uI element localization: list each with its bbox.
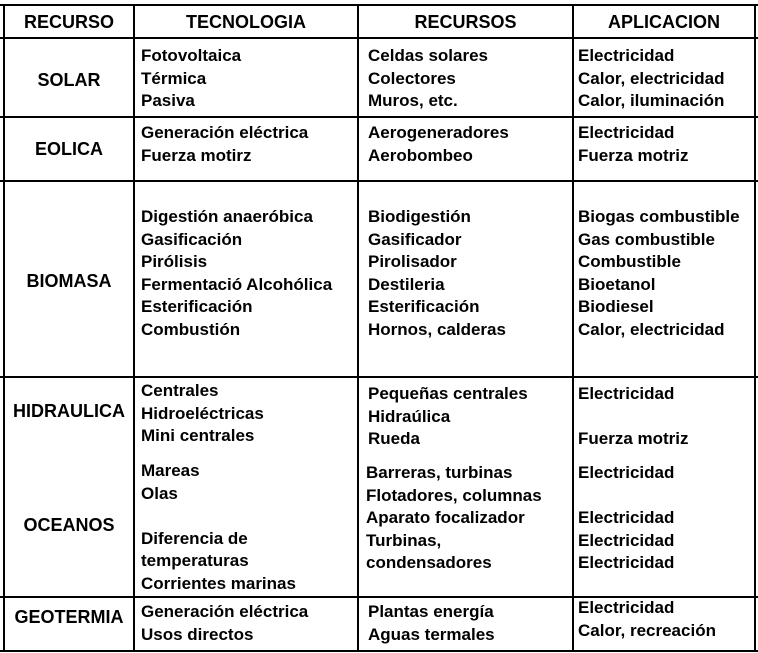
cell-line: Electricidad: [578, 530, 675, 550]
cell-line: [578, 485, 674, 508]
table-border-left: [3, 4, 5, 652]
geotermia-tecnologia-cell: [141, 601, 308, 646]
hidraulica-recursos-cell: [368, 383, 528, 451]
cell-line: Pasiva: [141, 91, 195, 110]
column-divider-1: [133, 4, 135, 652]
cell-line: Electricidad: [578, 463, 675, 482]
cell-line: Hornos, calderas: [368, 319, 506, 339]
cell-line: Corrientes marinas: [141, 573, 296, 593]
cell-line: Fotovoltaica: [141, 46, 242, 65]
cell-line: Colectores: [368, 68, 456, 88]
row-name-oceanos: OCEANOS: [23, 515, 115, 535]
cell-line: Mini centrales: [141, 426, 255, 445]
row-name-geotermia: GEOTERMIA: [14, 607, 124, 627]
row-name-solar: SOLAR: [37, 70, 101, 90]
oceanos-tecnologia-cell: [141, 460, 296, 595]
cell-line: Hidroeléctricas: [141, 403, 264, 423]
cell-line: Gasificador: [368, 229, 462, 249]
cell-line: Fuerza motriz: [578, 145, 689, 165]
header-recurso: RECURSO: [23, 12, 114, 32]
cell-line: Aguas termales: [368, 624, 495, 644]
cell-line: Aparato focalizador: [366, 508, 525, 527]
cell-line: Usos directos: [141, 624, 254, 644]
cell-line: Calor, electricidad: [578, 319, 725, 339]
eolica-recursos-cell: [368, 122, 509, 167]
row-name-biomasa: BIOMASA: [26, 271, 112, 291]
cell-line: Combustible: [578, 252, 681, 271]
column-divider-3: [572, 4, 574, 652]
cell-line: Combustión: [141, 319, 241, 339]
cell-line: Biogas combustible: [578, 207, 740, 226]
cell-line: Electricidad: [578, 598, 675, 617]
row-name-hidraulica: HIDRAULICA: [13, 401, 125, 421]
biomasa-recursos-cell: [368, 206, 506, 341]
geotermia-recursos-cell: [368, 601, 495, 646]
eolica-tecnologia-cell: [141, 122, 308, 167]
cell-line: Gas combustible: [578, 229, 715, 249]
cell-line: Diferencia de: [141, 528, 248, 548]
cell-line: Flotadores, columnas: [366, 485, 542, 505]
cell-line: condensadores: [366, 553, 492, 572]
cell-line: Mareas: [141, 461, 200, 480]
cell-line: Generación eléctrica: [141, 602, 309, 621]
cell-line: [141, 505, 296, 528]
cell-line: Electricidad: [578, 553, 675, 572]
cell-line: Aerobombeo: [368, 145, 473, 165]
cell-line: Aerogeneradores: [368, 123, 509, 142]
hidraulica-aplicacion-cell: [578, 383, 689, 451]
row-name-eolica: EOLICA: [34, 139, 103, 159]
cell-line: Pirólisis: [141, 252, 208, 271]
cell-line: Turbinas,: [366, 530, 442, 550]
oceanos-recursos-cell: [366, 462, 542, 575]
table-border-header: [0, 37, 758, 39]
cell-line: Olas: [141, 483, 178, 503]
header-recursos: RECURSOS: [414, 12, 517, 32]
biomasa-aplicacion-cell: [578, 206, 740, 341]
cell-line: Plantas energía: [368, 602, 494, 621]
cell-line: Calor, recreación: [578, 620, 716, 640]
cell-line: Biodigestión: [368, 207, 471, 226]
cell-line: Biodiesel: [578, 297, 654, 316]
cell-line: Digestión anaeróbica: [141, 207, 313, 226]
cell-line: Hidraúlica: [368, 406, 451, 426]
geotermia-aplicacion-cell: [578, 597, 716, 642]
solar-aplicacion-cell: [578, 45, 724, 113]
row-divider-eolica: [0, 180, 758, 182]
cell-line: Pequeñas centrales: [368, 384, 528, 403]
cell-line: Térmica: [141, 68, 207, 88]
cell-line: Gasificación: [141, 229, 243, 249]
cell-line: Calor, iluminación: [578, 91, 725, 110]
biomasa-tecnologia-cell: [141, 206, 332, 341]
table-border-bottom: [0, 650, 758, 652]
cell-line: [578, 406, 689, 429]
cell-line: Celdas solares: [368, 46, 489, 65]
table-border-right: [754, 4, 756, 652]
cell-line: Fermentació Alcohólica: [141, 274, 333, 294]
cell-line: Generación eléctrica: [141, 123, 309, 142]
cell-line: Barreras, turbinas: [366, 463, 513, 482]
cell-line: Electricidad: [578, 123, 675, 142]
cell-line: Centrales: [141, 381, 219, 400]
cell-line: Fuerza motirz: [141, 145, 252, 165]
cell-line: Rueda: [368, 429, 420, 448]
cell-line: Pirolisador: [368, 252, 457, 271]
hidraulica-tecnologia-cell: [141, 380, 264, 448]
cell-line: Fuerza motriz: [578, 429, 689, 448]
header-tecnologia: TECNOLOGIA: [186, 12, 306, 32]
table-border-top: [0, 4, 758, 6]
eolica-aplicacion-cell: [578, 122, 689, 167]
header-aplicacion: APLICACION: [608, 12, 720, 32]
cell-line: Electricidad: [578, 384, 675, 403]
cell-line: Electricidad: [578, 46, 675, 65]
solar-tecnologia-cell: [141, 45, 241, 113]
cell-line: Calor, electricidad: [578, 68, 725, 88]
oceanos-aplicacion-cell: [578, 462, 674, 575]
cell-line: Muros, etc.: [368, 91, 458, 110]
cell-line: temperaturas: [141, 551, 249, 570]
cell-line: Electricidad: [578, 508, 675, 527]
column-divider-2: [357, 4, 359, 652]
cell-line: Bioetanol: [578, 274, 656, 294]
solar-recursos-cell: [368, 45, 488, 113]
row-divider-solar: [0, 116, 758, 118]
cell-line: Esterificación: [368, 297, 480, 316]
row-divider-biomasa: [0, 376, 758, 378]
cell-line: Destileria: [368, 274, 445, 294]
cell-line: Esterificación: [141, 297, 253, 316]
